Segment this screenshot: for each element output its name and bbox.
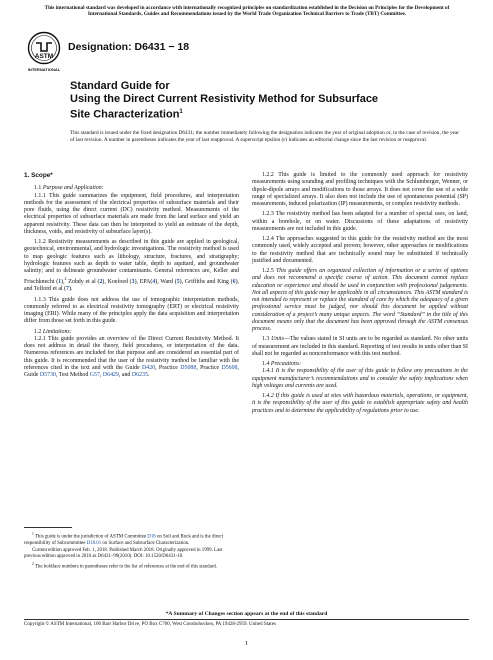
footnote-edition: Current edition approved Feb. 1, 2018. Published March 2018. Originally approved in 1999. Last previous edition approved in 2010 as D6431–99(2010). DOI: 10.1520/D6431-18.	[24, 548, 223, 560]
svg-text:ASTM: ASTM	[34, 53, 54, 60]
para-1-1-2: 1.1.2 Resistivity measurements as described in this guide are applied in geological, geotechnical, environmental, and hydrologic investigations. The resistivity method is used to map geologic features such as lithology, structure, fractures, and stratigraphy; hydrologic features such as depth to water table, depth to aquitard, and groundwater salinity; and to delineate groundwater contaminants. General references are, Keller and Frischknecht (1),$^2$ Zohdy et al (2), Koefoed (3), EPA(4), Ward (5), Griffiths and King (6), and Telford et al (7).	[24, 239, 239, 293]
left-column	[24, 172, 239, 379]
para-1-1-1: 1.1.1 This guide summarizes the equipment, field procedures, and interpretation methods for the assessment of the electrical properties of subsurface materials and their pore fluids, using the direct current (DC) resistivity method. Measurements of the electrical properties of subsurface materials are made from the land surface and yield an apparent resistivity. These data can then be interpreted to yield an estimate of the depth, thickness, voids, and resistivity of subsurface layer(s).	[24, 192, 239, 235]
footnote-ref-2[interactable]: 2	[64, 276, 67, 282]
para-1-4-2: 1.4.2 If this guide is used at sites with hazardous materials, operations, or equipment, it is the responsibility of the user of this guide to establish appropriate safety and health practices and to determine the applicability of regulations prior to use.	[252, 393, 468, 414]
link-d18-01[interactable]: D18.01	[86, 540, 102, 546]
para-1-2-1: 1.2.1 This guide provides an overview of the Direct Current Resistivity Method. It does not address in detail the theory, field procedures, or interpretation of the data. Numerous references are included for that purpose and are considered an essential part of this guide. It is recommended that the user of the resistivity method be familiar with the references cited in the text and with the Guide D420, Practice D5088, Practice D5608, Guide D5730, Test Method G57, D6429, and D6235.	[24, 335, 239, 379]
astm-logo	[27, 31, 61, 75]
summary-of-changes-note: *A Summary of Changes section appears at the end of this standard	[165, 611, 328, 617]
document-title	[70, 80, 450, 122]
reference-link-1[interactable]: 1	[58, 279, 62, 286]
para-1-1: 1.1 Purpose and Application:	[34, 185, 104, 192]
footnote-1: $^1$ This guide is under the jurisdiction of ASTM Committee D18 on Soil and Rock and is the direct responsibility of Subcommittee D18.01 on Surface and Subsurface Characterization.	[24, 532, 224, 546]
para-1-2-3: 1.2.3 The resistivity method has been adapted for a number of special uses, on land, within a borehole, or on water. Discussions of these adaptations of resistivity measurements are not included in this guide.	[252, 211, 468, 232]
link-g57[interactable]: G57	[89, 372, 100, 379]
link-d420[interactable]: D420	[142, 364, 156, 371]
title-footnote-ref[interactable]: 1	[179, 109, 183, 115]
para-1-3: 1.3 Units—The values stated in SI units are to be regarded as standard. No other units of measurement are included in this standard. Reporting of test results in units other than SI shall not be regarded as nonconformance with this test method.	[252, 336, 468, 357]
para-1-2: 1.2 Limitations:	[34, 328, 72, 335]
link-d6429[interactable]: D6429	[102, 372, 119, 379]
title-line-2: Using the Direct Current Resistivity Method for Subsurface	[70, 93, 379, 105]
right-column	[252, 172, 468, 415]
para-1-2-5: 1.2.5 This guide offers an organized collection of information or a series of options and does not recommend a specific course of action. This document cannot replace education or experience and should be used in conjunction with professional judgements. Not all aspects of this guide may be applicable in all circumstances. This ASTM standard is not intended to represent or replace the standard of care by which the adequacy of a given professional service must be judged, nor should this document be applied without consideration of a project’s many unique aspects. The word “Standard” in the title of this document means only that the document has been approved through the ASTM consensus process.	[252, 268, 468, 332]
para-1-4-1: 1.4.1 It is the responsibility of the user of this guide to follow any precautions in the equipment manufacturer’s recommendations and to consider the safety implications when high voltages and currents are used.	[252, 368, 468, 389]
copyright-line: Copyright © ASTM International, 100 Barr Harbor Drive, PO Box C700, West Conshohocken, PA 19428-2959. United States	[24, 622, 276, 627]
footnote-divider	[24, 527, 72, 528]
footnote-2: $^2$ The boldface numbers in parentheses refer to the list of references at the end of this standard.	[32, 562, 218, 571]
link-d5730[interactable]: D5730	[39, 372, 56, 379]
para-1-4: 1.4 Precautions:	[262, 361, 302, 367]
reference-link-6[interactable]: 6	[232, 279, 236, 286]
para-1-2-4: 1.2.4 The approaches suggested in this guide for the resistivity method are the most commonly used, widely accepted and proven; however, other approaches or modifications to the resistivity method that are technically sound may be substituted if technically justified and documented.	[252, 236, 468, 264]
footer-divider	[24, 619, 469, 620]
link-d18[interactable]: D18	[147, 534, 156, 540]
link-d6235[interactable]: D6235	[131, 372, 148, 379]
section-heading-scope: 1. Scope*	[24, 172, 53, 179]
title-line-1: Standard Guide for	[70, 80, 170, 92]
development-notice: This international standard was developed in accordance with internationally recognized principles on standardization established in the Decision on Principles for the Development of International Standards, Guides and Recommendations issued by the World Trade Organization Technical Barriers to Trade (TBT) Committee.	[44, 5, 450, 18]
issue-note: This standard is issued under the fixed designation D6431; the number immediately following the designation indicates the year of original adoption or, in the case of revision, the year of last revision. A number in parentheses indicates the year of last reapproval. A superscript epsilon (ε) indicates an editorial change since the last revision or reapproval.	[70, 130, 460, 143]
link-d5608[interactable]: D5608	[221, 364, 238, 371]
footnotes	[24, 531, 239, 572]
designation: Designation: D6431 − 18	[68, 41, 190, 53]
reference-link-2[interactable]: 2	[99, 279, 103, 286]
page-number: 1	[244, 640, 249, 647]
reference-link-5[interactable]: 5	[176, 279, 180, 286]
para-1-2-2: 1.2.2 This guide is limited to the commonly used approach for resistivity measurements using sounding and profiling techniques with the Schlumberger, Wenner, or dipole-dipole arrays and modifications to those arrays. It does not cover the use of a wide range of specialized arrays. It also does not include the use of spontaneous potential (SP) measurements, induced polarization (IP) measurements, or complex resistivity methods.	[252, 172, 468, 207]
reference-link-4[interactable]: 4	[152, 279, 156, 286]
reference-link-3[interactable]: 3	[131, 279, 135, 286]
reference-link-7[interactable]: 7	[66, 286, 69, 293]
title-line-3: Site Characterization	[70, 108, 180, 121]
para-1-1-3: 1.1.3 This guide does not address the use of tomographic interpretation methods, commonly referred to as electrical resistivity tomography (ERT) or electrical resistivity imaging (ERI). While many of the principles apply the data acquisition and interpretation differ from those set forth in this guide.	[24, 296, 239, 325]
link-d5088[interactable]: D5088	[180, 364, 197, 371]
logo-caption: INTERNATIONAL	[27, 67, 61, 72]
